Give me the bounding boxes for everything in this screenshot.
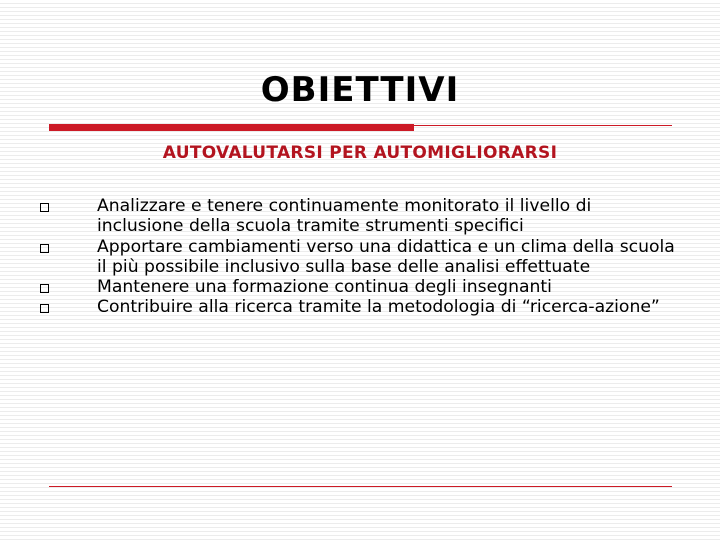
- slide-subtitle: AUTOVALUTARSI PER AUTOMIGLIORARSI: [162, 143, 558, 163]
- bullet-text: Analizzare e tenere continuamente monitorato il livello di inclusione della scuola tramite strumenti specifici: [97, 196, 592, 237]
- bullet-text: Mantenere una formazione continua degli insegnanti: [97, 277, 552, 298]
- slide-title: [0, 70, 720, 110]
- bullet-text: Contribuire alla ricerca tramite la metodologia di “ricerca-azione”: [97, 297, 660, 318]
- square-bullet-icon: [40, 304, 49, 313]
- square-bullet-icon: [40, 284, 49, 293]
- title-underline-thin: [414, 125, 672, 126]
- slide-title-text: OBIETTIVI: [260, 70, 460, 110]
- square-bullet-icon: [40, 244, 49, 253]
- bullet-item: [40, 297, 680, 317]
- square-bullet-icon: [40, 203, 49, 212]
- bullet-item: [40, 237, 680, 278]
- bullet-text: Apportare cambiamenti verso una didattica e un clima della scuola il più possibile inclusivo sulla base delle analisi effettuate: [97, 236, 675, 277]
- footer-rule: [49, 486, 672, 487]
- bullet-list: [40, 196, 680, 318]
- title-underline-thick: [49, 124, 414, 131]
- bullet-item: [40, 277, 680, 297]
- bullet-item: [40, 196, 680, 237]
